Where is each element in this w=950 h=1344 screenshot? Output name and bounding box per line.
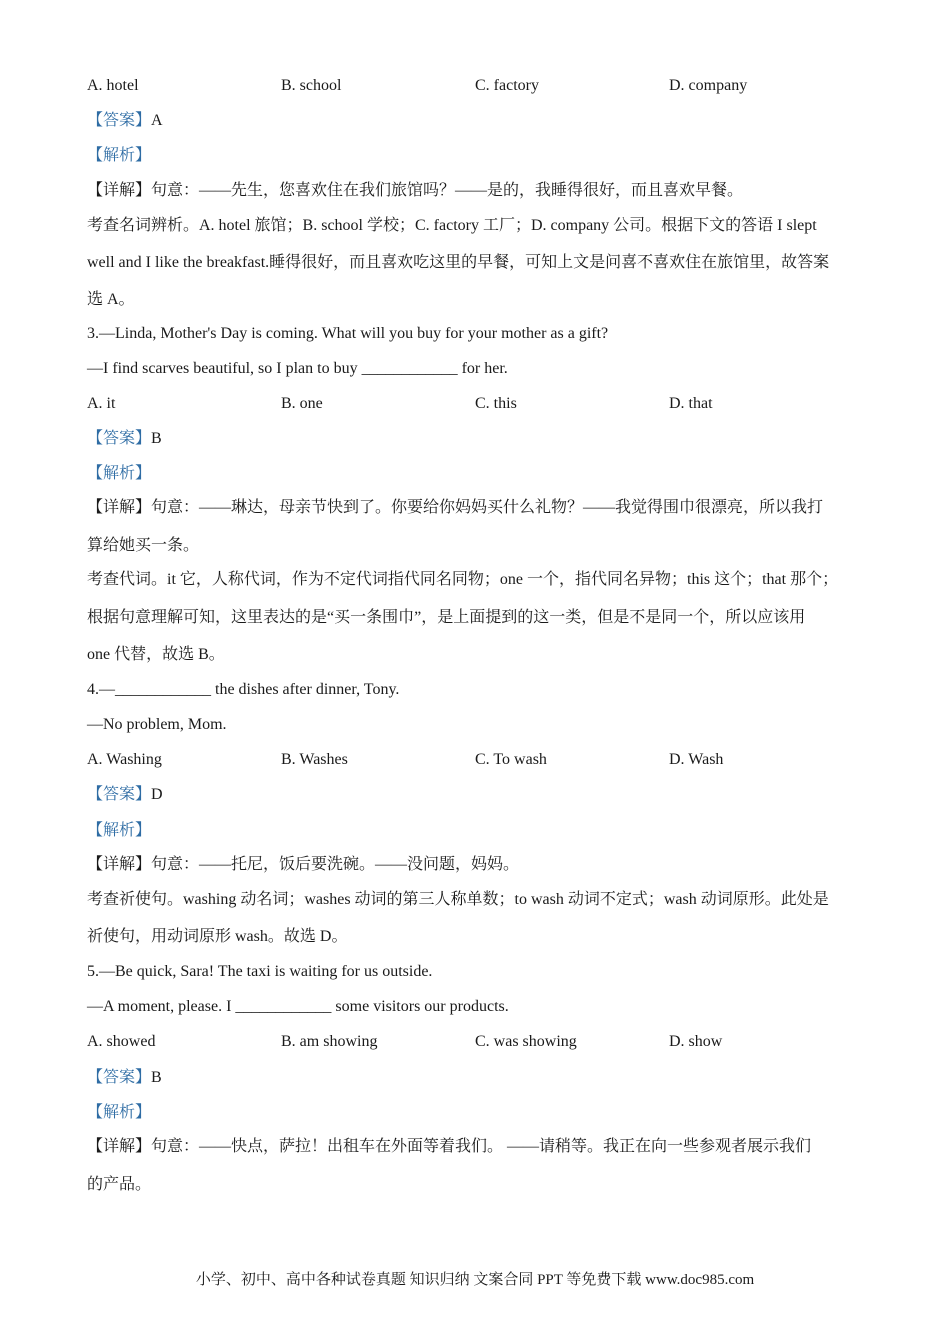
q2-detail-tag: 【详解】 [87, 182, 152, 199]
q2-detail [87, 181, 743, 201]
q2-detail-text: 句意：——先生，您喜欢住在我们旅馆吗？——是的，我睡得很好，而且喜欢早餐。 [151, 182, 744, 199]
q5-option-c: C. was showing [475, 1033, 577, 1050]
q2-answer-tag: 【答案】 [87, 112, 152, 129]
q5-option-d: D. show [669, 1033, 723, 1050]
q4-answer-tag: 【答案】 [87, 786, 152, 803]
q3-explain-line-1: 考查代词。it 它，人称代词，作为不定代词指代同名同物；one 一个，指代同名异物；this 这个；that 那个； [87, 571, 839, 588]
q4-answer [87, 785, 163, 805]
q3-option-d: D. that [669, 395, 713, 412]
q3-explain-line-2: 根据句意理解可知，这里表达的是“买一条围巾”，是上面提到的这一类，但是不是同一个，所以应该用 [87, 609, 806, 626]
q5-option-b: B. am showing [281, 1033, 378, 1050]
q4-explain-line-1: 考查祈使句。washing 动名词；washes 动词的第三人称单数；to wash 动词不定式；wash 动词原形。此处是 [87, 891, 829, 908]
q2-options [87, 76, 867, 96]
q2-explain-line-3: 选 A。 [87, 291, 135, 308]
q5-stem-line-2: —A moment, please. I ____________ some visitors our products. [87, 998, 509, 1015]
q3-options [87, 394, 867, 414]
q3-detail-tag: 【详解】 [87, 499, 152, 516]
q5-stem-line-1: 5.—Be quick, Sara! The taxi is waiting for us outside. [87, 963, 433, 980]
q4-detail-tag: 【详解】 [87, 856, 152, 873]
q5-answer [87, 1068, 162, 1088]
q4-option-d: D. Wash [669, 751, 724, 768]
q4-analysis-tag: 【解析】 [87, 822, 152, 839]
q4-option-b: B. Washes [281, 751, 348, 768]
q5-detail-text: 句意：——快点，萨拉！出租车在外面等着我们。 ——请稍等。我正在向一些参观者展示我们 [151, 1138, 812, 1155]
q5-answer-value: B [151, 1069, 162, 1086]
q4-option-c: C. To wash [475, 751, 547, 768]
q4-detail [87, 855, 519, 875]
q5-answer-tag: 【答案】 [87, 1069, 152, 1086]
q2-option-b: B. school [281, 77, 342, 94]
q5-detail-line-2: 的产品。 [87, 1176, 152, 1193]
q2-explain-line-2: well and I like the breakfast.睡得很好，而且喜欢吃这里的早餐，可知上文是问喜不喜欢住在旅馆里，故答案 [87, 254, 830, 271]
q3-detail-line-2: 算给她买一条。 [87, 537, 200, 554]
q3-detail-line-1 [87, 498, 823, 518]
q4-option-a: A. Washing [87, 751, 162, 768]
q4-explain-line-2: 祈使句，用动词原形 wash。故选 D。 [87, 928, 348, 945]
q3-option-a: A. it [87, 395, 116, 412]
page-footer: 小学、初中、高中各种试卷真题 知识归纳 文案合同 PPT 等免费下载 www.doc985.com [195, 1272, 755, 1288]
q2-option-d: D. company [669, 77, 748, 94]
q4-options [87, 750, 867, 770]
q2-answer [87, 111, 163, 131]
q3-option-b: B. one [281, 395, 323, 412]
q3-stem-line-2: —I find scarves beautiful, so I plan to buy ____________ for her. [87, 360, 508, 377]
q3-answer-tag: 【答案】 [87, 430, 152, 447]
q5-analysis-tag: 【解析】 [87, 1104, 152, 1121]
q5-detail-tag: 【详解】 [87, 1138, 152, 1155]
q5-options [87, 1032, 867, 1052]
q2-analysis-tag: 【解析】 [87, 147, 152, 164]
q2-option-c: C. factory [475, 77, 539, 94]
q4-answer-value: D [151, 786, 163, 803]
q3-analysis-tag: 【解析】 [87, 465, 152, 482]
q4-stem-line-2: —No problem, Mom. [87, 716, 227, 733]
q5-detail-line-1 [87, 1137, 811, 1157]
q3-stem-line-1: 3.—Linda, Mother's Day is coming. What will you buy for your mother as a gift? [87, 325, 609, 342]
q2-explain-line-1: 考查名词辨析。A. hotel 旅馆；B. school 学校；C. factory 工厂；D. company 公司。根据下文的答语 I slept [87, 217, 817, 234]
q3-answer [87, 429, 162, 449]
q2-option-a: A. hotel [87, 77, 139, 94]
q3-option-c: C. this [475, 395, 517, 412]
q3-answer-value: B [151, 430, 162, 447]
q4-stem-line-1: 4.—____________ the dishes after dinner, Tony. [87, 681, 400, 698]
q4-detail-text: 句意：——托尼，饭后要洗碗。——没问题，妈妈。 [151, 856, 520, 873]
q2-answer-value: A [151, 112, 163, 129]
q5-option-a: A. showed [87, 1033, 156, 1050]
q3-detail-text: 句意：——琳达，母亲节快到了。你要给你妈妈买什么礼物？——我觉得围巾很漂亮，所以我打 [151, 499, 824, 516]
q3-explain-line-3: one 代替，故选 B。 [87, 646, 225, 663]
